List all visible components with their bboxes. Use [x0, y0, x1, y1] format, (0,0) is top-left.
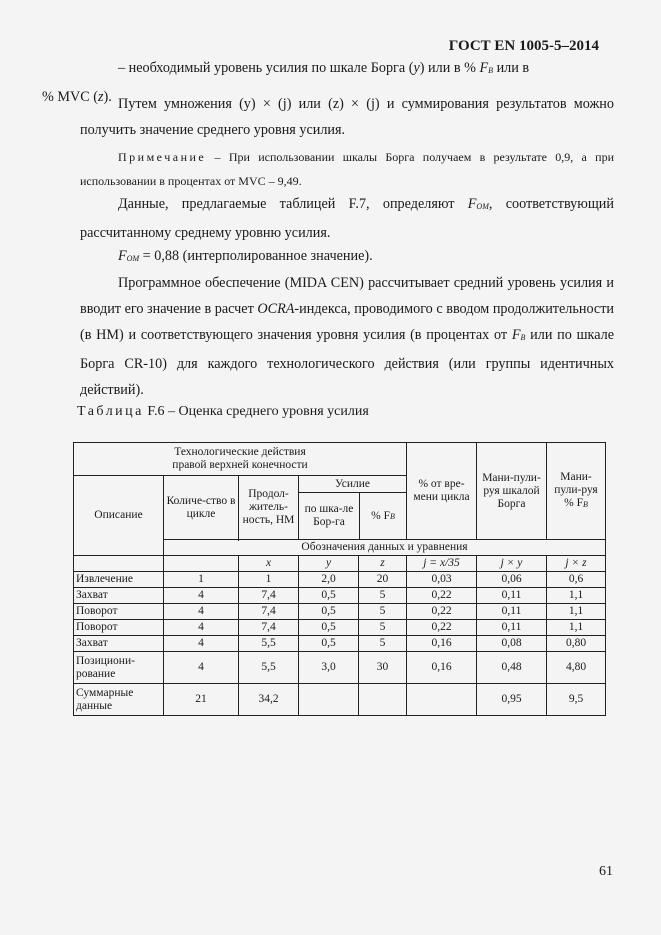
table-row — [74, 684, 606, 716]
cell-desc: Извлечение — [74, 572, 164, 588]
cell-dur: 7,4 — [239, 588, 299, 604]
header-pct-fb: % F B — [371, 509, 395, 522]
table-row — [74, 604, 606, 620]
cell-dur: 34,2 — [239, 684, 299, 716]
cell-pct: 30 — [359, 652, 407, 684]
header-pct-time: % от вре-мени цикла — [407, 443, 477, 540]
force-level-table — [73, 442, 606, 716]
cell-jy: 0,06 — [477, 572, 547, 588]
table-row — [74, 652, 606, 684]
cell-time: 0,16 — [407, 636, 477, 652]
cell-count: 21 — [164, 684, 239, 716]
cell-borg — [299, 684, 359, 716]
symbol-fb: FB — [479, 60, 494, 76]
table-row — [74, 636, 606, 652]
header-count: Количе-ство в цикле — [164, 476, 239, 540]
text-fragment: – необходимый уровень усилия по шкале Борга ( — [118, 60, 414, 76]
text-line2: % MVC (z). — [42, 89, 112, 105]
cell-count: 4 — [164, 620, 239, 636]
cell-dur: 7,4 — [239, 604, 299, 620]
empty-cell — [74, 556, 164, 572]
cell-desc: Поворот — [74, 620, 164, 636]
header-manip-borg: Мани-пули-руя шкалой Борга — [477, 443, 547, 540]
cell-time: 0,22 — [407, 588, 477, 604]
cell-jz: 0,6 — [547, 572, 606, 588]
document-header: ГОСТ EN 1005-5–2014 — [448, 38, 599, 54]
cell-borg: 0,5 — [299, 604, 359, 620]
sym-jy: j × y — [500, 557, 523, 569]
empty-cell — [164, 556, 239, 572]
cell-desc: Захват — [74, 636, 164, 652]
cell-desc: Захват — [74, 588, 164, 604]
cell-borg: 0,5 — [299, 620, 359, 636]
cell-dur: 5,5 — [239, 636, 299, 652]
sym-j: j = x/35 — [423, 557, 460, 569]
sym-x: x — [265, 557, 272, 569]
table-row — [74, 572, 606, 588]
cell-jy: 0,95 — [477, 684, 547, 716]
sym-jz: j × z — [565, 557, 587, 569]
cell-borg: 0,5 — [299, 636, 359, 652]
sym-z: z — [380, 557, 385, 569]
header-actions: Технологические действия правой верхней конечности — [74, 443, 407, 476]
text-fragment: ) или в % — [419, 60, 480, 76]
cell-pct: 5 — [359, 636, 407, 652]
paragraph-fom-value: FOM = 0,88 (интерполированное значение). — [118, 248, 373, 264]
cell-pct — [359, 684, 407, 716]
cell-desc: Поворот — [74, 604, 164, 620]
sym-y: y — [325, 557, 332, 569]
cell-borg: 3,0 — [299, 652, 359, 684]
cell-jy: 0,11 — [477, 620, 547, 636]
header-force-block — [299, 476, 407, 540]
cell-jz: 4,80 — [547, 652, 606, 684]
text-fragment: или в — [493, 60, 530, 76]
cell-pct: 5 — [359, 604, 407, 620]
cell-time: 0,16 — [407, 652, 477, 684]
header-borg: по шка-ле Бор-га — [299, 493, 360, 539]
cell-pct: 20 — [359, 572, 407, 588]
cell-time: 0,03 — [407, 572, 477, 588]
cell-pct: 5 — [359, 588, 407, 604]
cell-jy: 0,11 — [477, 588, 547, 604]
cell-borg: 2,0 — [299, 572, 359, 588]
cell-jy: 0,48 — [477, 652, 547, 684]
cell-pct: 5 — [359, 620, 407, 636]
cell-time: 0,22 — [407, 604, 477, 620]
note-paragraph — [80, 145, 614, 193]
table-row — [74, 620, 606, 636]
paragraph-fom-data: Данные, предлагаемые таблицей F.7, определяют FOM, соответствующий рассчитанному среднему уровню усилия. — [80, 196, 614, 241]
cell-count: 4 — [164, 636, 239, 652]
cell-jz: 1,1 — [547, 588, 606, 604]
note-text: – При использовании шкалы Борга получаем в результате 0,9, а при использовании в процентах от MVC – 9,49. — [80, 150, 614, 188]
header-notation: Обозначения данных и уравнения — [164, 540, 606, 556]
header-force-sub — [299, 493, 406, 539]
header-manip-fb: Мани-пули-руя % FB — [547, 443, 606, 540]
cell-jy: 0,08 — [477, 636, 547, 652]
cell-count: 4 — [164, 652, 239, 684]
cell-jy: 0,11 — [477, 604, 547, 620]
header-duration: Продол-житель-ность, НМ — [239, 476, 299, 540]
cell-jz: 1,1 — [547, 604, 606, 620]
paragraph-software: Программное обеспечение (MIDA CEN) рассчитывает средний уровень усилия и вводит его значение в расчет OCRA-индекса, проводимого с вводом продолжительности (в НМ) и соответствующего значения уровня усилия (в процентах от FB или по шкале Борга CR-10) для каждого технологического действия (или группы идентичных действий). — [80, 275, 614, 398]
table-caption — [77, 404, 369, 420]
cell-jz: 9,5 — [547, 684, 606, 716]
caption-text: F.6 – Оценка среднего уровня усилия — [143, 404, 369, 419]
cell-count: 4 — [164, 588, 239, 604]
cell-dur: 7,4 — [239, 620, 299, 636]
page-number: 61 — [599, 864, 613, 879]
cell-desc: Суммарные данные — [74, 684, 164, 716]
header-force: Усилие — [299, 476, 406, 493]
symbol-y: y — [413, 60, 420, 76]
cell-count: 1 — [164, 572, 239, 588]
cell-desc: Позициони-рование — [74, 652, 164, 684]
cell-borg: 0,5 — [299, 588, 359, 604]
table-row — [74, 588, 606, 604]
caption-label: Таблица — [77, 404, 144, 419]
cell-dur: 1 — [239, 572, 299, 588]
cell-jz: 0,80 — [547, 636, 606, 652]
cell-time: 0,22 — [407, 620, 477, 636]
cell-time — [407, 684, 477, 716]
cell-count: 4 — [164, 604, 239, 620]
cell-jz: 1,1 — [547, 620, 606, 636]
paragraph-multiplication: Путем умножения (y) × (j) или (z) × (j) и суммирования результатов можно получить значение среднего уровня усилия. — [80, 96, 614, 138]
cell-dur: 5,5 — [239, 652, 299, 684]
header-description: Описание — [74, 476, 164, 556]
note-label: Примечание — [118, 150, 207, 164]
